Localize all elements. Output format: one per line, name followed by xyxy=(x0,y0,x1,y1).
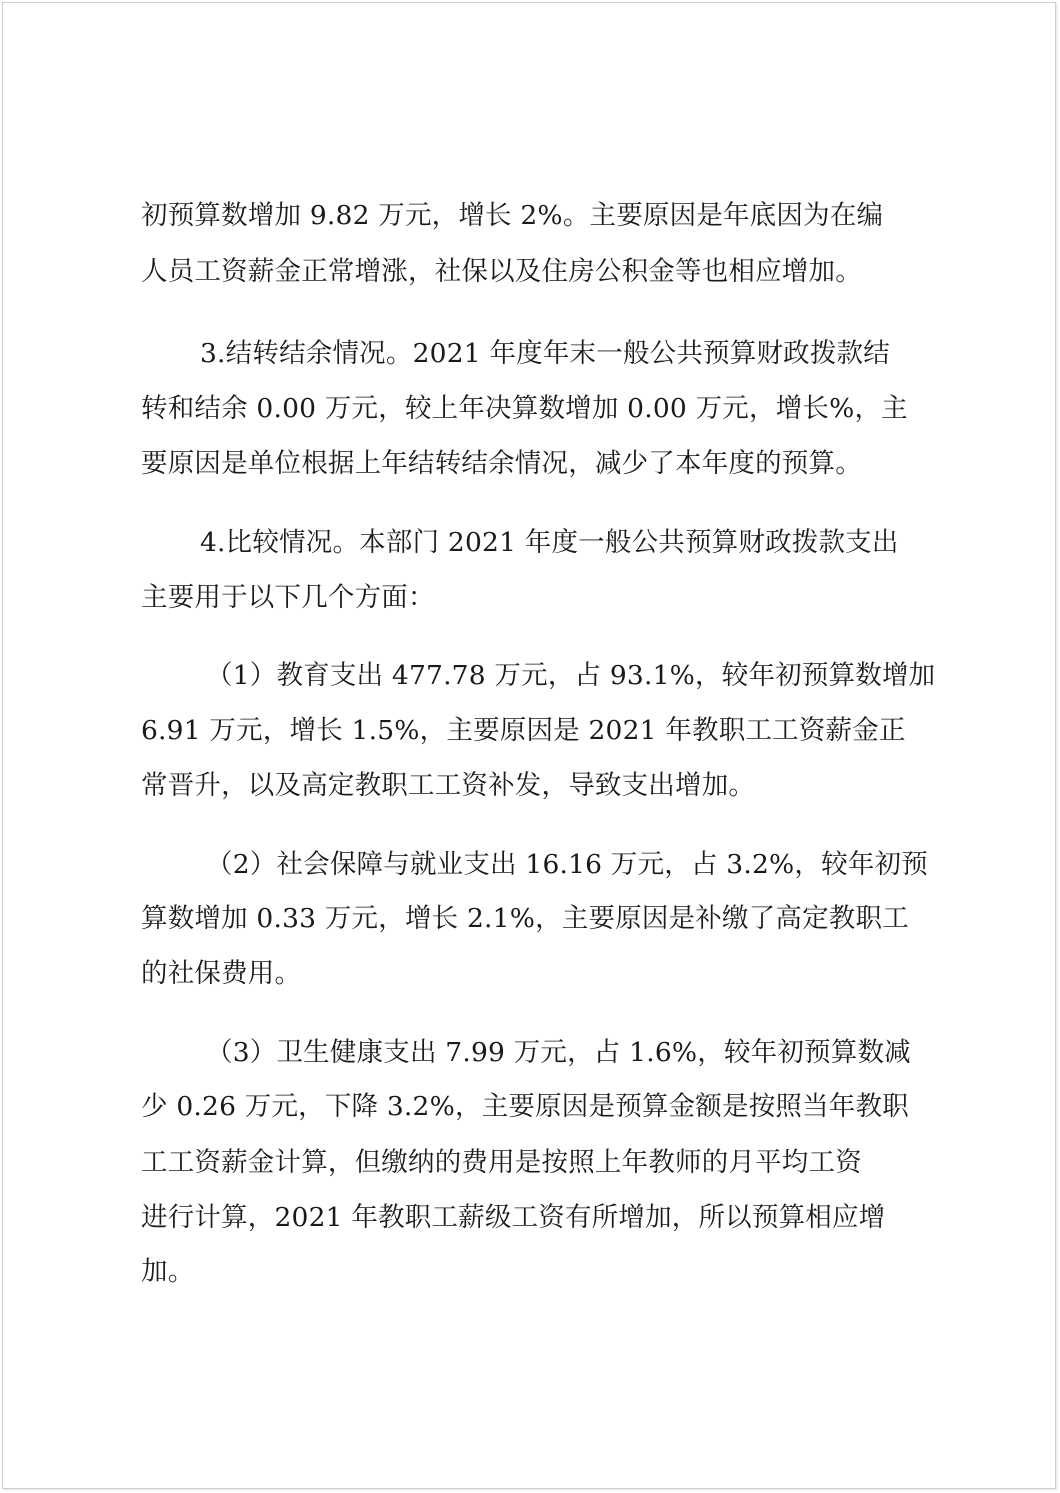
text-line-13: 的社保费用。 xyxy=(141,958,302,989)
text-line-17: 进行计算，2021 年教职工薪级工资有所增加，所以预算相应增 xyxy=(141,1202,886,1233)
text-line-16: 工工资薪金计算，但缴纳的费用是按照上年教师的月平均工资 xyxy=(141,1147,862,1178)
text-line-3: 3.结转结余情况。2021 年度年末一般公共预算财政拨款结 xyxy=(200,338,890,369)
text-line-2: 人员工资薪金正常增涨，社保以及住房公积金等也相应增加。 xyxy=(141,256,862,287)
text-line-8: （1）教育支出 477.78 万元，占 93.1%，较年初预算数增加 xyxy=(206,660,936,691)
text-line-14: （3）卫生健康支出 7.99 万元，占 1.6%，较年初预算数减 xyxy=(206,1037,911,1068)
text-line-7: 主要用于以下几个方面： xyxy=(141,582,435,613)
text-line-1: 初预算数增加 9.82 万元，增长 2%。主要原因是年底因为在编 xyxy=(141,200,884,231)
text-line-11: （2）社会保障与就业支出 16.16 万元，占 3.2%，较年初预 xyxy=(206,849,928,880)
text-line-5: 要原因是单位根据上年结转结余情况，减少了本年度的预算。 xyxy=(141,448,862,479)
text-line-10: 常晋升，以及高定教职工工资补发，导致支出增加。 xyxy=(141,770,756,801)
text-line-6: 4.比较情况。本部门 2021 年度一般公共预算财政拨款支出 xyxy=(200,527,899,558)
text-line-15: 少 0.26 万元，下降 3.2%，主要原因是预算金额是按照当年教职 xyxy=(141,1091,909,1122)
text-line-12: 算数增加 0.33 万元，增长 2.1%，主要原因是补缴了高定教职工 xyxy=(141,903,909,934)
text-line-4: 转和结余 0.00 万元，较上年决算数增加 0.00 万元，增长%，主 xyxy=(141,393,908,424)
text-line-18: 加。 xyxy=(141,1256,195,1287)
text-line-9: 6.91 万元，增长 1.5%，主要原因是 2021 年教职工工资薪金正 xyxy=(141,715,906,746)
